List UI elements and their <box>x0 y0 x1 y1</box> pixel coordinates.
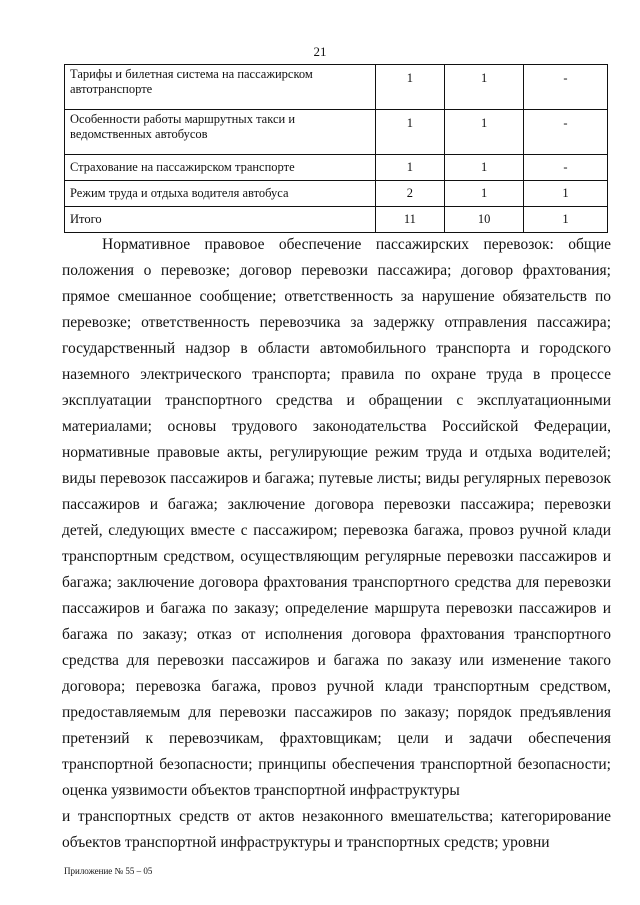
table-row <box>65 65 608 110</box>
table-cell-topic: Тарифы и билетная система на пассажирском автотранспорте <box>65 65 376 110</box>
table-cell-hours-practice: - <box>523 65 607 110</box>
table-cell-hours-theory: 1 <box>445 110 524 155</box>
table-row <box>65 181 608 207</box>
table-cell-topic: Страхование на пассажирском транспорте <box>65 155 376 181</box>
page-number: 21 <box>313 44 327 59</box>
paragraph: и транспортных средств от актов незаконного вмешательства; категорирование объектов транспортной инфраструктуры и транспортных средств; уровни <box>62 808 611 851</box>
table-row-total <box>65 207 608 233</box>
table-cell-hours-theory: 1 <box>445 155 524 181</box>
paragraph: Нормативное правовое обеспечение пассажирских перевозок: общие положения о перевозке; договор перевозки пассажира; договор фрахтования; прямое смешанное сообщение; ответственность за нарушение обязательств по перевозке; ответственность перевозчика за задержку отправления пассажира; государственный надзор в области автомобильного транспорта и городского наземного электрического транспорта; правила по охране труда в процессе эксплуатации транспортного средства и обращении с эксплуатационными материалами; основы трудового законодательства Российской Федерации, нормативные правовые акты, регулирующие режим труда и отдыха водителей; виды перевозок пассажиров и багажа; путевые листы; виды регулярных перевозок пассажиров и багажа; заключение договора перевозки пассажира; перевозки детей, следующих вместе с пассажиром; перевозка багажа, провоз ручной клади транспортным средством, осуществляющим регулярные перевозки пассажиров и багажа; заключение договора фрахтования транспортного средства для перевозки пассажиров и багажа по заказу; определение маршрута перевозки пассажиров и багажа по заказу; отказ от исполнения договора фрахтования транспортного средства для перевозки пассажиров и багажа по заказу или изменение такого договора; перевозка багажа, провоз ручной клади транспортным средством, предоставляемым для перевозки пассажиров по заказу; порядок предъявления претензий к перевозчикам, фрахтовщикам; цели и задачи обеспечения транспортной безопасности; принципы обеспечения транспортной безопасности; оценка уязвимости объектов транспортной инфраструктуры <box>62 236 611 799</box>
table-cell-topic: Итого <box>65 207 376 233</box>
table-cell-hours-total: 11 <box>375 207 445 233</box>
table-cell-hours-theory: 1 <box>445 181 524 207</box>
table-cell-hours-practice: 1 <box>523 181 607 207</box>
table-cell-hours-total: 1 <box>375 110 445 155</box>
table-cell-hours-practice: 1 <box>523 207 607 233</box>
course-hours-table <box>64 64 608 233</box>
table-cell-hours-total: 1 <box>375 155 445 181</box>
table-cell-hours-practice: - <box>523 155 607 181</box>
table-cell-hours-theory: 10 <box>445 207 524 233</box>
table-row <box>65 110 608 155</box>
table-row <box>65 155 608 181</box>
table-cell-hours-total: 1 <box>375 65 445 110</box>
page-footer: Приложение № 55 – 05 <box>64 866 153 876</box>
table-cell-topic: Особенности работы маршрутных такси и ведомственных автобусов <box>65 110 376 155</box>
table-cell-hours-total: 2 <box>375 181 445 207</box>
body-text <box>62 232 611 856</box>
table-cell-hours-theory: 1 <box>445 65 524 110</box>
table-cell-hours-practice: - <box>523 110 607 155</box>
table-cell-topic: Режим труда и отдыха водителя автобуса <box>65 181 376 207</box>
